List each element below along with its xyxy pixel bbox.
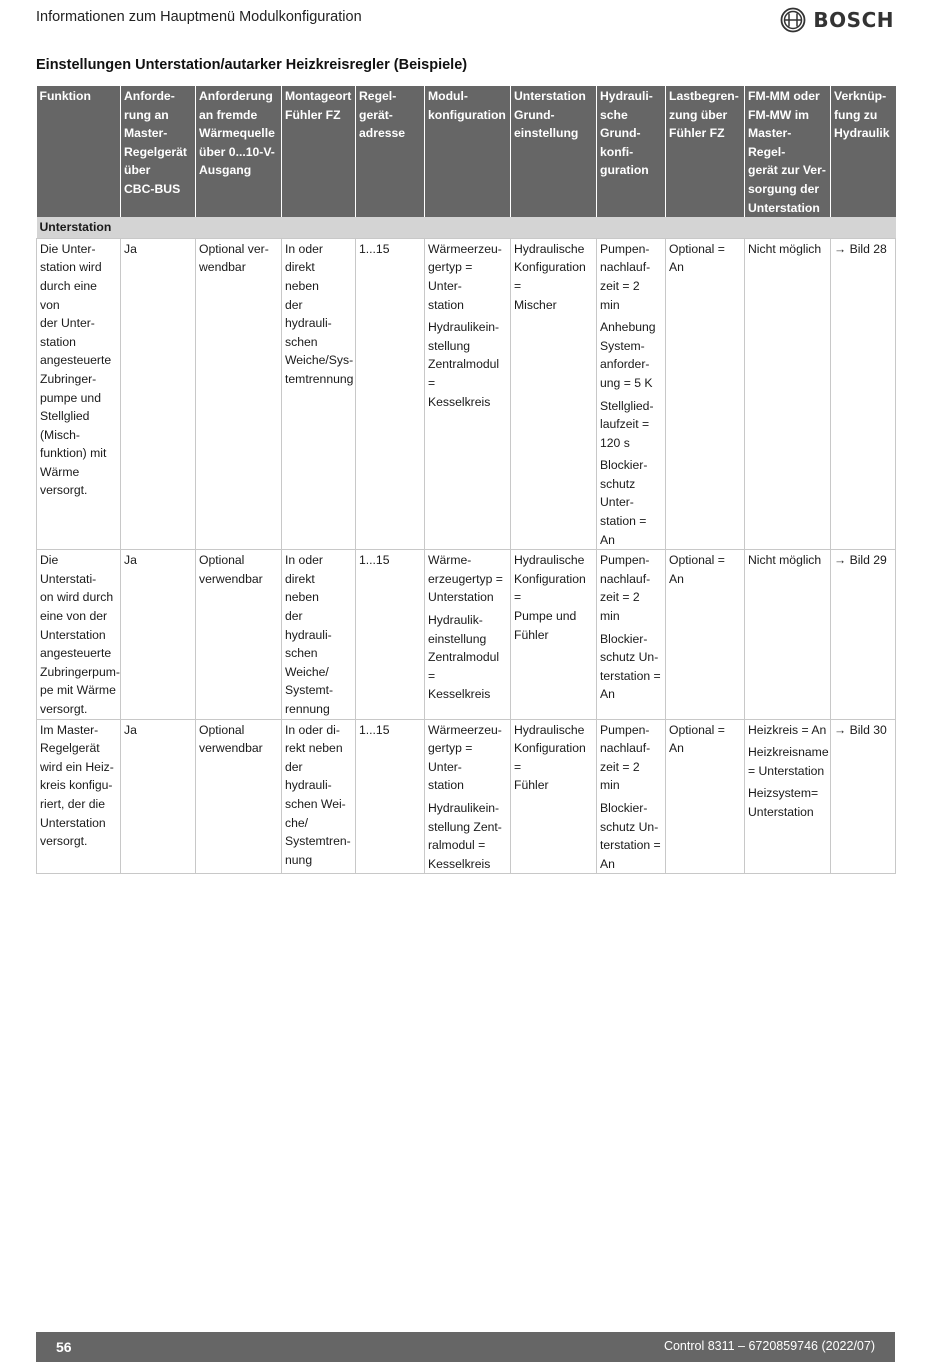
column-header-fm-versorgung: FM-MM oder FM-MW im Master-Regel- gerät zur Ver- sorgung der Unterstation [745, 86, 831, 217]
cell-adresse: 1...15 [356, 238, 425, 550]
cell-funktion: Die Unterstati- on wird durch eine von der Unterstation angesteuerte Zubringerpum- pe mit Wärme versorgt. [37, 550, 121, 719]
cell-adresse: 1...15 [356, 550, 425, 719]
table-row [37, 719, 896, 874]
cell-line: Heizsystem= Unterstation [748, 786, 819, 819]
table-row [37, 238, 896, 550]
cell-line: Hydraulische Konfiguration = Fühler [514, 722, 586, 793]
cell-modulkonfiguration [425, 550, 511, 719]
column-header-funktion: Funktion [37, 86, 121, 217]
brand-name: BOSCH [813, 8, 894, 32]
bosch-armature-icon [780, 7, 806, 33]
cell-verknuepfung: → Bild 30 [831, 719, 896, 874]
cell-line: Blockier- schutz Un- terstation = An [600, 800, 661, 871]
cell-line: Wärmeerzeu- gertyp = Unter- station [428, 241, 502, 312]
cell-modulkonfiguration [425, 238, 511, 550]
cell-line: Blockier- schutz Un- terstation = An [600, 631, 661, 702]
cell-fremde-waermequelle: Optional ver- wendbar [196, 238, 282, 550]
cell-line: Hydraulik- einstellung Zentralmodul = Kesselkreis [428, 613, 500, 702]
cell-line: Blockier- schutz Unter- station = An [600, 458, 648, 547]
cell-funktion: Im Master- Regelgerät wird ein Heiz- kreis konfigu- riert, der die Unterstation versorgt. [37, 719, 121, 874]
cell-fm-versorgung [745, 719, 831, 874]
column-header-adresse: Regel- gerät- adresse [356, 86, 425, 217]
cell-line: Nicht möglich [748, 553, 822, 568]
column-header-grundeinstellung: Unterstation Grund- einstellung [511, 86, 597, 217]
column-header-modulkonfiguration: Modul- konfiguration [425, 86, 511, 217]
cell-lastbegrenzung: Optional = An [666, 238, 745, 550]
cell-montageort: In oder direkt neben der hydrauli- schen Weiche/ Systemt- rennung [282, 550, 356, 719]
cell-line: Pumpen- nachlauf- zeit = 2 min [600, 553, 651, 624]
cell-montageort: In oder direkt neben der hydrauli- schen Weiche/Sys- temtrennung [282, 238, 356, 550]
table-row [37, 550, 896, 719]
cell-fremde-waermequelle: Optional verwendbar [196, 719, 282, 874]
cell-line: Anhebung System- anforder- ung = 5 K [600, 320, 656, 390]
cell-line: Stellglied- laufzeit = 120 s [600, 398, 654, 450]
cell-fm-versorgung [745, 238, 831, 550]
cell-line: Hydraulische Konfiguration = Mischer [514, 241, 586, 312]
cell-line: Nicht möglich [748, 241, 822, 256]
table-group-row [37, 217, 896, 238]
cell-cbc-bus: Ja [121, 238, 196, 550]
cell-line: Heizkreis = An [748, 722, 827, 737]
page-number: 56 [56, 1339, 72, 1355]
group-label: Unterstation [37, 217, 896, 238]
cell-line: Pumpen- nachlauf- zeit = 2 min [600, 241, 651, 312]
column-header-fremde-waermequelle: Anforderung an fremde Wärmequelle über 0...10-V- Ausgang [196, 86, 282, 217]
cell-hydraulische-grundkonfiguration [597, 238, 666, 550]
column-header-hydraulische-grundkonfiguration: Hydrauli- sche Grund- konfi- guration [597, 86, 666, 217]
cell-line: Wärmeerzeu- gertyp = Unter- station [428, 722, 502, 793]
cell-lastbegrenzung: Optional = An [666, 719, 745, 874]
cell-verknuepfung: → Bild 28 [831, 238, 896, 550]
brand-logo [780, 7, 894, 33]
page-footer [36, 1332, 895, 1362]
cell-line: Pumpen- nachlauf- zeit = 2 min [600, 722, 651, 793]
page-header-title: Informationen zum Hauptmenü Modulkonfiguration [36, 9, 362, 25]
column-header-lastbegrenzung: Lastbegren- zung über Fühler FZ [666, 86, 745, 217]
cell-hydraulische-grundkonfiguration [597, 550, 666, 719]
cell-verknuepfung: → Bild 29 [831, 550, 896, 719]
section-title: Einstellungen Unterstation/autarker Heizkreisregler (Beispiele) [36, 57, 468, 73]
cell-line: Hydraulikein- stellung Zent- ralmodul = Kesselkreis [428, 800, 502, 871]
column-header-montageort: Montageort Fühler FZ [282, 86, 356, 217]
cell-grundeinstellung [511, 238, 597, 550]
cell-fremde-waermequelle: Optional verwendbar [196, 550, 282, 719]
cell-hydraulische-grundkonfiguration [597, 719, 666, 874]
cell-cbc-bus: Ja [121, 719, 196, 874]
cell-fm-versorgung [745, 550, 831, 719]
column-header-cbc-bus: Anforde- rung an Master- Regelgerät über CBC-BUS [121, 86, 196, 217]
cell-line: Heizkreisname = Unterstation [748, 745, 829, 778]
cell-adresse: 1...15 [356, 719, 425, 874]
cell-funktion: Die Unter- station wird durch eine von der Unter- station angesteuerte Zubringer- pumpe und Stellglied (Misch- funktion) mit Wärme versorgt. [37, 238, 121, 550]
document-reference: Control 8311 – 6720859746 (2022/07) [663, 1339, 875, 1353]
table-header-row [37, 86, 896, 217]
cell-modulkonfiguration [425, 719, 511, 874]
cell-line: Hydraulikein- stellung Zentralmodul = Kesselkreis [428, 320, 500, 409]
cell-lastbegrenzung: Optional = An [666, 550, 745, 719]
cell-line: Wärme- erzeugertyp = Unterstation [428, 553, 503, 605]
cell-cbc-bus: Ja [121, 550, 196, 719]
cell-montageort: In oder di- rekt neben der hydrauli- schen Wei- che/ Systemtren- nung [282, 719, 356, 874]
cell-grundeinstellung [511, 719, 597, 874]
cell-grundeinstellung [511, 550, 597, 719]
column-header-verknuepfung: Verknüp- fung zu Hydraulik [831, 86, 896, 217]
cell-line: Hydraulische Konfiguration = Pumpe und Fühler [514, 553, 586, 642]
settings-table [36, 86, 896, 874]
